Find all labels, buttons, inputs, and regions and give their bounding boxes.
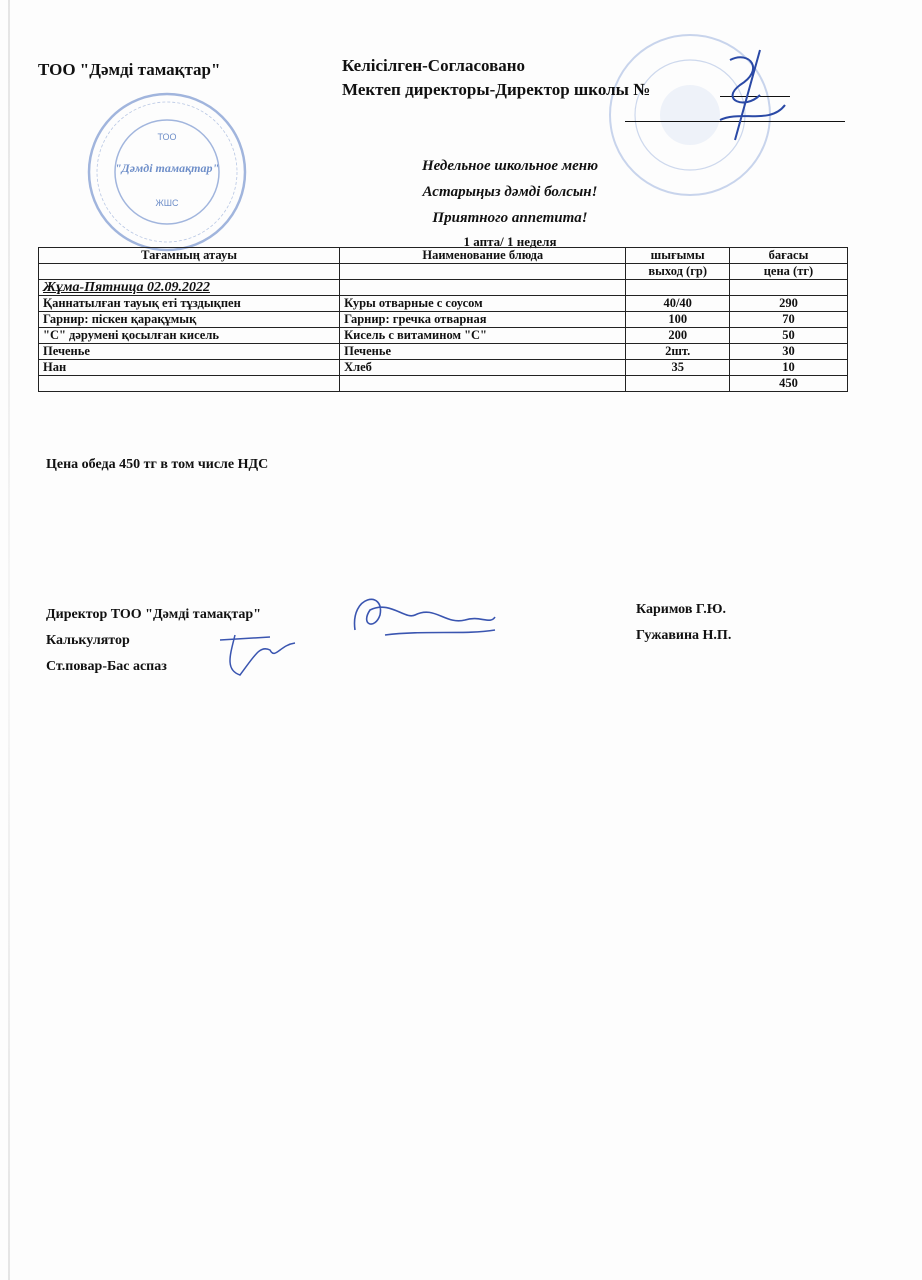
dish-kz: Нан bbox=[39, 360, 340, 376]
subheader-row bbox=[39, 264, 848, 280]
greeting-kz: Астарыңыз дәмді болсын! bbox=[422, 184, 598, 200]
week-label: 1 апта/ 1 неделя bbox=[463, 234, 557, 249]
day-label: Жұма-Пятница 02.09.2022 bbox=[39, 280, 340, 296]
company-stamp bbox=[82, 90, 252, 255]
dish-price: 50 bbox=[729, 328, 847, 344]
header-name-ru: Наименование блюда bbox=[340, 248, 626, 264]
signature-director-label: Директор ТОО "Дәмді тамақтар" bbox=[46, 607, 261, 622]
dish-kz: "С" дәрумені қосылған кисель bbox=[39, 328, 340, 344]
table-row bbox=[39, 344, 848, 360]
org-name: ТОО "Дәмді тамақтар" bbox=[38, 60, 221, 79]
dish-yield: 2шт. bbox=[626, 344, 729, 360]
table-row bbox=[39, 360, 848, 376]
signature-name-1: Каримов Г.Ю. bbox=[636, 602, 726, 617]
table-row bbox=[39, 328, 848, 344]
dish-price: 30 bbox=[729, 344, 847, 360]
header-yield-ru: выход (гр) bbox=[626, 264, 729, 280]
signature-name-2: Гужавина Н.П. bbox=[636, 628, 732, 643]
dish-yield: 35 bbox=[626, 360, 729, 376]
header-price-ru: цена (тг) bbox=[729, 264, 847, 280]
dish-ru: Хлеб bbox=[340, 360, 626, 376]
director-signature bbox=[690, 40, 800, 150]
dish-yield: 200 bbox=[626, 328, 729, 344]
greeting-ru: Приятного аппетита! bbox=[432, 210, 588, 226]
header-name-kz: Тағамның атауы bbox=[39, 248, 340, 264]
total-row bbox=[39, 376, 848, 392]
director-ltd-signature bbox=[345, 585, 505, 655]
header-row bbox=[39, 248, 848, 264]
approved-label: Келісілген-Согласовано bbox=[342, 56, 526, 75]
table-row bbox=[39, 296, 848, 312]
total-price: 450 bbox=[729, 376, 847, 392]
dish-ru: Куры отварные с соусом bbox=[340, 296, 626, 312]
signature-calculator-label: Калькулятор bbox=[46, 633, 130, 648]
dish-ru: Кисель с витамином "С" bbox=[340, 328, 626, 344]
stamp-main-text: "Дәмді тамақтар" bbox=[114, 161, 220, 175]
scan-edge bbox=[8, 0, 10, 1280]
dish-ru: Печенье bbox=[340, 344, 626, 360]
menu-table bbox=[38, 247, 848, 392]
stamp-top-text: ТОО bbox=[157, 132, 177, 142]
dish-kz: Қаннатылған тауық еті тұздықпен bbox=[39, 296, 340, 312]
signature-chef-label: Ст.повар-Бас аспаз bbox=[46, 659, 167, 674]
header-yield-kz: шығымы bbox=[626, 248, 729, 264]
dish-yield: 100 bbox=[626, 312, 729, 328]
dish-kz: Гарнир: піскен қарақұмық bbox=[39, 312, 340, 328]
header-price-kz: бағасы bbox=[729, 248, 847, 264]
dish-price: 10 bbox=[729, 360, 847, 376]
calculator-signature bbox=[215, 625, 305, 680]
menu-title: Недельное школьное меню bbox=[421, 158, 599, 174]
table-row bbox=[39, 312, 848, 328]
day-row bbox=[39, 280, 848, 296]
price-note: Цена обеда 450 тг в том числе НДС bbox=[46, 457, 269, 472]
dish-yield: 40/40 bbox=[626, 296, 729, 312]
dish-price: 70 bbox=[729, 312, 847, 328]
dish-kz: Печенье bbox=[39, 344, 340, 360]
director-line: Мектеп директоры-Директор школы № bbox=[342, 80, 651, 99]
dish-ru: Гарнир: гречка отварная bbox=[340, 312, 626, 328]
dish-price: 290 bbox=[729, 296, 847, 312]
stamp-bottom-text: ЖШС bbox=[155, 198, 179, 208]
